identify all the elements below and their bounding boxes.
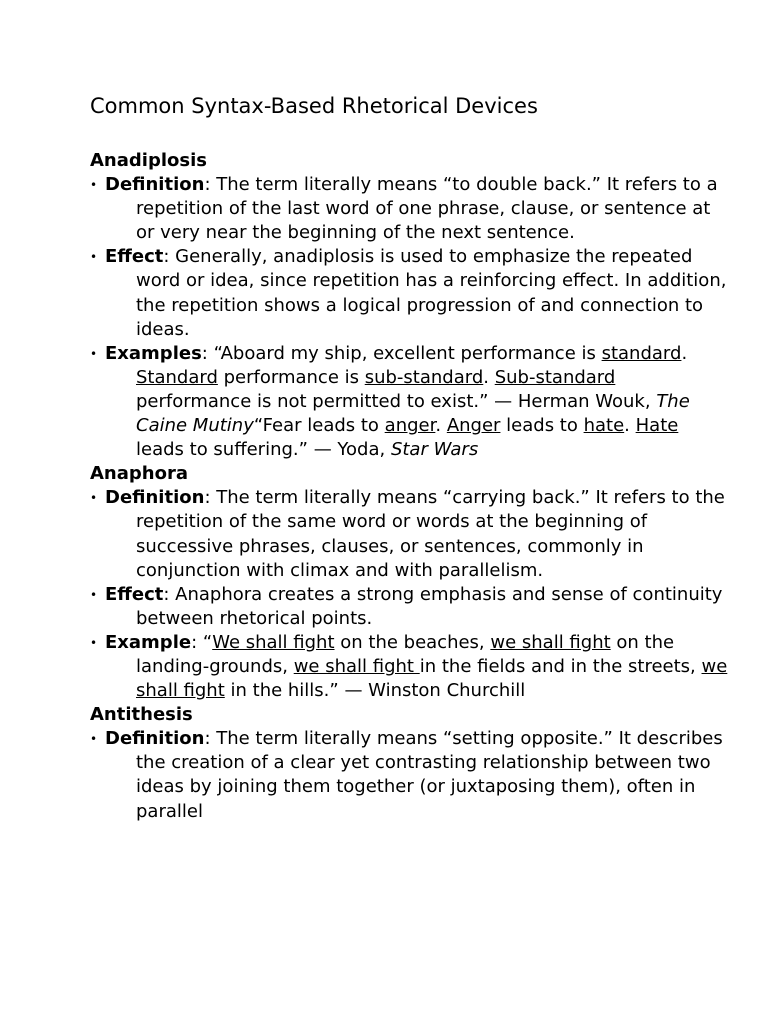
text-segment: standard <box>601 342 682 364</box>
section-anaphora <box>90 462 730 703</box>
text-segment: on the beaches, <box>334 631 491 653</box>
text-segment: leads to suffering.” — Yoda, <box>136 439 391 461</box>
item-label: Example <box>105 631 192 653</box>
item-label: Effect <box>105 246 164 268</box>
text-segment: we shall fight <box>136 655 728 702</box>
text-segment: in the fields and in the streets, <box>419 655 702 677</box>
section-heading: Anadiplosis <box>90 150 207 171</box>
text-segment: we shall fight <box>293 655 420 677</box>
bullet-icon: • <box>90 732 98 747</box>
section-heading: Antithesis <box>90 704 193 726</box>
list-item-definition <box>90 727 730 823</box>
text-segment: Standard <box>136 366 218 388</box>
text-segment: : “ <box>191 631 213 653</box>
document-body <box>90 149 730 824</box>
section-anadiplosis <box>90 149 730 462</box>
section-antithesis <box>90 703 730 823</box>
text-segment: performance is <box>217 366 365 388</box>
list-item-example <box>90 631 730 703</box>
text-segment: : Generally, anadiplosis is used to emphasize the repeated word or idea, since repetition has a reinforcing effect. In addition, the repetition shows a logical progression of and connection to ideas. <box>136 246 727 340</box>
item-label: Definition <box>105 174 205 196</box>
item-label: Definition <box>105 487 205 509</box>
text-segment: : “Aboard my ship, excellent performance is <box>201 342 602 364</box>
text-segment: on the landing-grounds, <box>136 631 675 677</box>
bullet-icon: • <box>90 250 98 265</box>
text-segment: : The term literally means “to double back.” It refers to a repetition of the last word of one phrase, clause, or sentence at or very near the beginning of the next sentence. <box>136 174 718 244</box>
text-segment: sub-standard <box>364 366 484 388</box>
list-item-effect <box>90 245 730 341</box>
text-segment: : The term literally means “setting opposite.” It describes the creation of a clear yet contrasting relationship between two ideas by joining them together (or juxtaposing them), often in parallel <box>136 728 723 822</box>
text-segment: anger <box>384 415 436 437</box>
text-segment: Star Wars <box>390 439 479 461</box>
text-segment: . <box>681 342 688 364</box>
text-segment: Anger <box>446 415 501 437</box>
list-item-definition <box>90 486 730 582</box>
text-segment: : The term literally means “carrying back.” It refers to the repetition of the same word or words at the beginning of successive phrases, clauses, or sentences, commonly in conjunction with climax and with parallelism. <box>136 487 725 581</box>
item-label: Definition <box>105 728 205 750</box>
bullet-icon: • <box>90 178 98 193</box>
text-segment: leads to <box>500 415 584 437</box>
text-segment: . <box>624 415 636 437</box>
text-segment: . <box>435 415 447 437</box>
text-segment: “Fear leads to <box>253 415 385 437</box>
list-item-definition <box>90 173 730 245</box>
text-segment: The Caine Mutiny <box>136 390 690 437</box>
document-title: Common Syntax-Based Rhetorical Devices <box>90 94 538 118</box>
list-item-effect <box>90 583 730 631</box>
item-label: Effect <box>105 583 164 605</box>
text-segment: in the hills.” — Winston Churchill <box>224 680 526 702</box>
bullet-icon: • <box>90 587 98 602</box>
text-segment: Hate <box>635 415 679 437</box>
text-segment: We shall fight <box>212 631 335 653</box>
section-heading: Anaphora <box>90 463 188 485</box>
bullet-icon: • <box>90 346 98 361</box>
text-segment: Sub-standard <box>494 366 616 388</box>
text-segment: we shall fight <box>490 631 611 653</box>
text-segment: : Anaphora creates a strong emphasis and sense of continuity between rhetorical points. <box>136 583 723 629</box>
bullet-icon: • <box>90 491 98 506</box>
text-segment: hate <box>583 415 625 437</box>
text-segment: . <box>483 366 495 388</box>
item-label: Examples <box>105 342 202 364</box>
bullet-icon: • <box>90 635 98 650</box>
text-segment: performance is not permitted to exist.” — Herman Wouk, <box>136 390 657 412</box>
list-item-examples <box>90 342 730 462</box>
